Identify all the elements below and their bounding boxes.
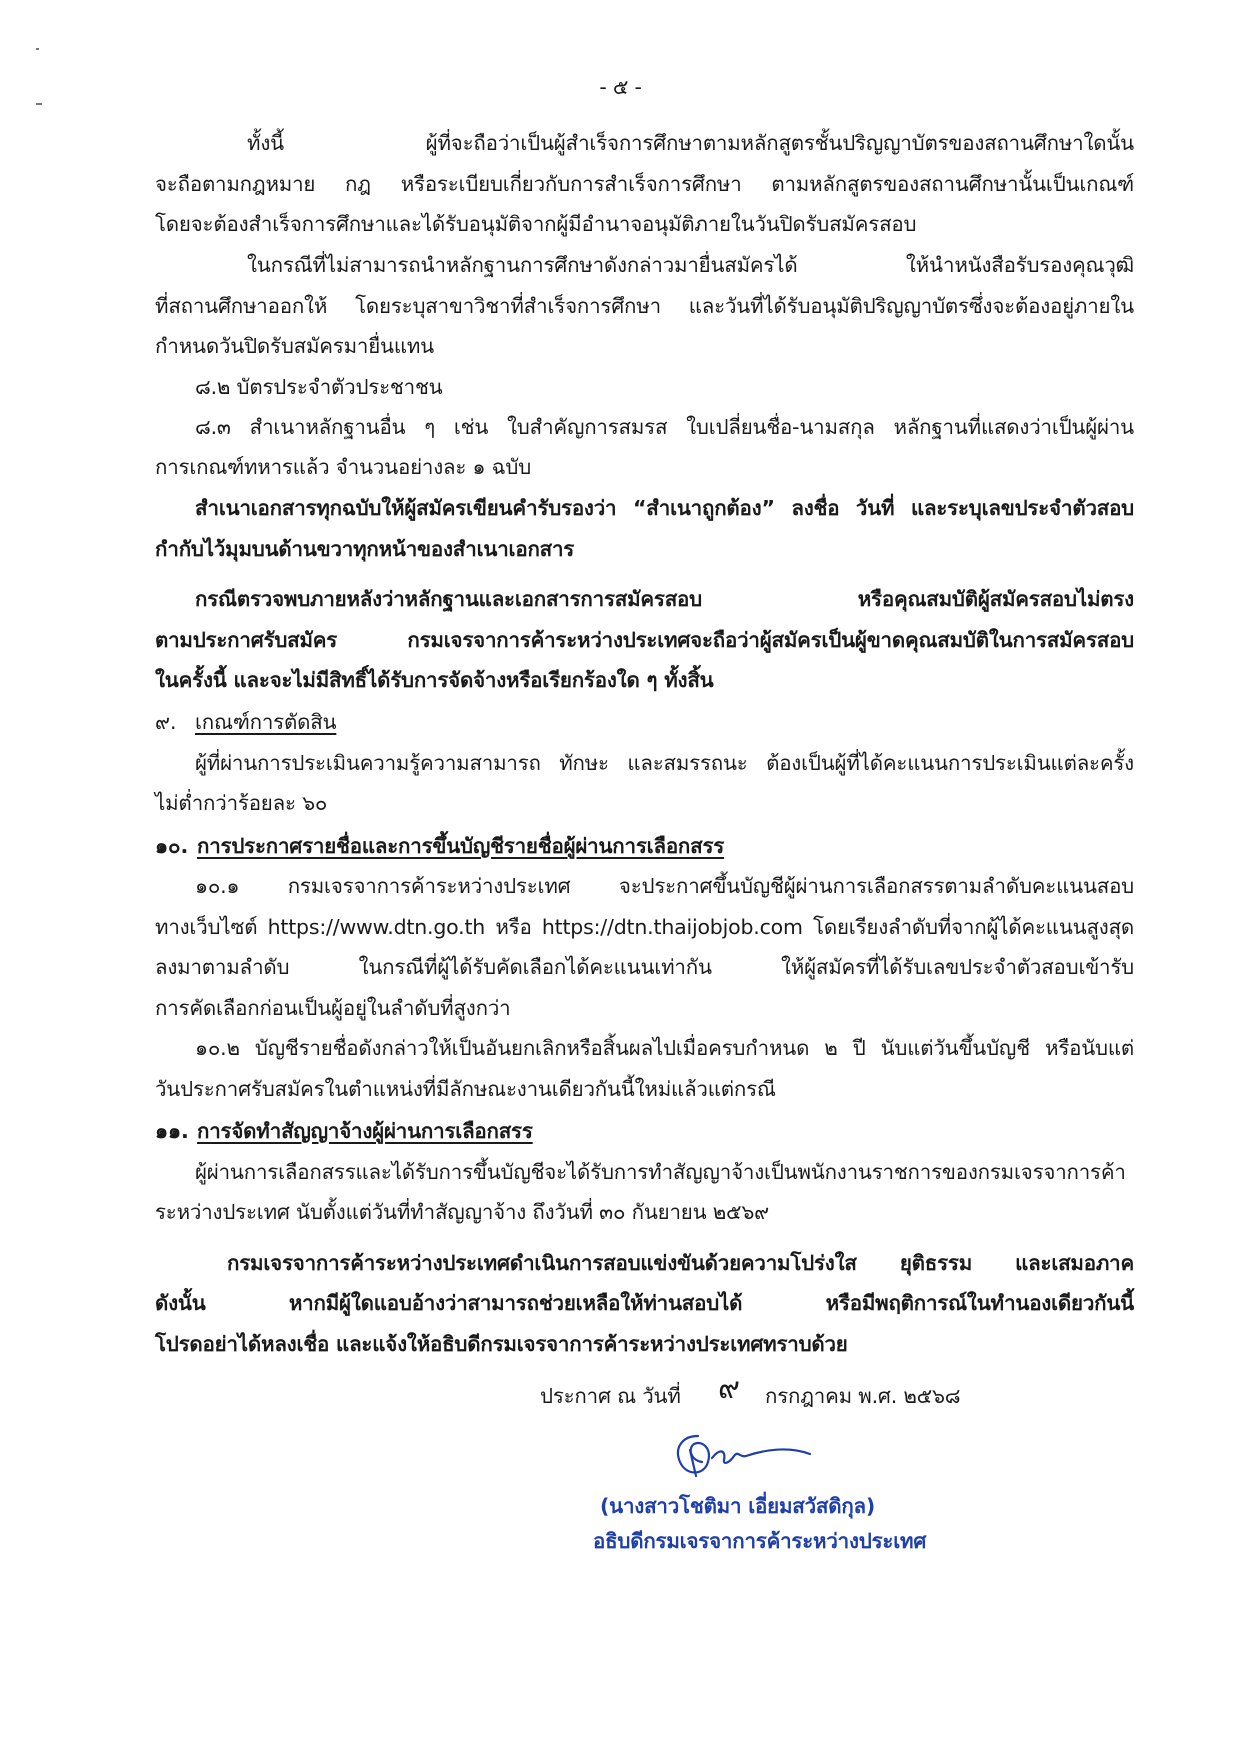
section-9-body-line: ผู้ที่ผ่านการประเมินความรู้ความสามารถ ทักษะ และสมรรถนะ ต้องเป็นผู้ที่ได้คะแนนการประเมินแต่ละครั้ง	[195, 751, 1134, 775]
paragraph-line: โดยจะต้องสำเร็จการศึกษาและได้รับอนุมัติจากผู้มีอำนาจอนุมัติภายในวันปิดรับสมัครสอบ	[155, 212, 917, 236]
section-9-body-line: ไม่ต่ำกว่าร้อยละ ๖๐	[155, 791, 328, 815]
item-8-3-line: ๘.๓ สำเนาหลักฐานอื่น ๆ เช่น ใบสำคัญการสมรส ใบเปลี่ยนชื่อ-นามสกุล หลักฐานที่แสดงว่าเป็นผู้ผ่าน	[195, 415, 1134, 439]
section-10-1-line: ลงมาตามลำดับ ในกรณีที่ผู้ได้รับคัดเลือกได้คะแนนเท่ากัน ให้ผู้สมัครที่ได้รับเลขประจำตัวสอบเข้ารับ	[155, 955, 1134, 979]
section-9-title: เกณฑ์การตัดสิน	[195, 710, 337, 734]
paragraph-line: จะถือตามกฎหมาย กฎ หรือระเบียบเกี่ยวกับการสำเร็จการศึกษา ตามหลักสูตรของสถานศึกษานั้นเป็นเกณฑ์	[155, 172, 1134, 196]
disqualification-line: กรณีตรวจพบภายหลังว่าหลักฐานและเอกสารการสมัครสอบ หรือคุณสมบัติผู้สมัครสอบไม่ตรง	[195, 587, 1134, 611]
announcement-day: ๙	[718, 1371, 740, 1406]
section-10-1-line: ทางเว็บไซต์ https://www.dtn.go.th หรือ https://dtn.thaijobjob.com โดยเรียงลำดับที่จากผู้ได้คะแนนสูงสุด	[155, 915, 1134, 939]
transparency-line: กรมเจรจาการค้าระหว่างประเทศดำเนินการสอบแข่งขันด้วยความโปร่งใส ยุติธรรม และเสมอภาค	[227, 1251, 1134, 1275]
item-8-2: ๘.๒ บัตรประจำตัวประชาชน	[195, 375, 443, 399]
scan-mark	[36, 48, 39, 50]
section-11-title: การจัดทำสัญญาจ้างผู้ผ่านการเลือกสรร	[197, 1119, 533, 1143]
section-11-body-line: ผู้ผ่านการเลือกสรรและได้รับการขึ้นบัญชีจะได้รับการทำสัญญาจ้างเป็นพนักงานราชการของกรมเจรจาการค้า	[195, 1160, 1126, 1184]
section-10-2-line: ๑๐.๒ บัญชีรายชื่อดังกล่าวให้เป็นอันยกเลิกหรือสิ้นผลไปเมื่อครบกำหนด ๒ ปี นับแต่วันขึ้นบัญชี หรือนับแต่	[195, 1036, 1134, 1060]
paragraph-line: ในกรณีที่ไม่สามารถนำหลักฐานการศึกษาดังกล่าวมายื่นสมัครได้ ให้นำหนังสือรับรองคุณวุฒิ	[247, 253, 1134, 277]
signature-image	[668, 1418, 818, 1488]
signer-name: (นางสาวโชติมา เอี่ยมสวัสดิกุล)	[600, 1494, 876, 1518]
section-10-1-line: การคัดเลือกก่อนเป็นผู้อยู่ในลำดับที่สูงกว่า	[155, 996, 511, 1020]
item-8-3-line: การเกณฑ์ทหารแล้ว จำนวนอย่างละ ๑ ฉบับ	[155, 455, 532, 479]
transparency-line: ดังนั้น หากมีผู้ใดแอบอ้างว่าสามารถช่วยเหลือให้ท่านสอบได้ หรือมีพฤติการณ์ในทำนองเดียวกันนี้	[155, 1291, 1134, 1315]
paragraph-line: ที่สถานศึกษาออกให้ โดยระบุสาขาวิชาที่สำเร็จการศึกษา และวันที่ได้รับอนุมัติปริญญาบัตรซึ่งจะต้องอยู่ภายใน	[155, 294, 1134, 318]
announcement-prefix: ประกาศ ณ วันที่	[540, 1384, 681, 1408]
scan-mark	[36, 103, 42, 105]
paragraph-line: กำหนดวันปิดรับสมัครมายื่นแทน	[155, 334, 434, 358]
section-11-body-line: ระหว่างประเทศ นับตั้งแต่วันที่ทำสัญญาจ้าง ถึงวันที่ ๓๐ กันยายน ๒๕๖๙	[155, 1200, 769, 1224]
section-9-number: ๙.	[155, 710, 177, 734]
disqualification-line: ตามประกาศรับสมัคร กรมเจรจาการค้าระหว่างประเทศจะถือว่าผู้สมัครเป็นผู้ขาดคุณสมบัติในการสมัครสอบ	[155, 628, 1134, 652]
section-11-number: ๑๑.	[155, 1119, 189, 1143]
page-number: - ๕ -	[599, 75, 642, 99]
section-10-1-line: ๑๐.๑ กรมเจรจาการค้าระหว่างประเทศ จะประกาศขึ้นบัญชีผู้ผ่านการเลือกสรรตามลำดับคะแนนสอบ	[195, 874, 1134, 898]
section-10-title: การประกาศรายชื่อและการขึ้นบัญชีรายชื่อผู้ผ่านการเลือกสรร	[197, 834, 725, 858]
section-10-2-line: วันประกาศรับสมัครในตำแหน่งที่มีลักษณะงานเดียวกันนี้ใหม่แล้วแต่กรณี	[155, 1077, 776, 1101]
copy-certification-line: กำกับไว้มุมบนด้านขวาทุกหน้าของสำเนาเอกสาร	[155, 537, 575, 561]
signer-title: อธิบดีกรมเจรจาการค้าระหว่างประเทศ	[593, 1529, 927, 1553]
paragraph-line: ทั้งนี้ ผู้ที่จะถือว่าเป็นผู้สำเร็จการศึกษาตามหลักสูตรชั้นปริญญาบัตรของสถานศึกษาใดนั้น	[247, 131, 1134, 155]
transparency-line: โปรดอย่าได้หลงเชื่อ และแจ้งให้อธิบดีกรมเจรจาการค้าระหว่างประเทศทราบด้วย	[155, 1332, 848, 1356]
copy-certification-line: สำเนาเอกสารทุกฉบับให้ผู้สมัครเขียนคำรับรองว่า “สำเนาถูกต้อง” ลงชื่อ วันที่ และระบุเลขประจำตัวสอบ	[195, 496, 1134, 520]
section-10-number: ๑๐.	[155, 834, 189, 858]
disqualification-line: ในครั้งนี้ และจะไม่มีสิทธิ์ได้รับการจัดจ้างหรือเรียกร้องใด ๆ ทั้งสิ้น	[155, 668, 714, 692]
announcement-month-year: กรกฎาคม พ.ศ. ๒๕๖๘	[765, 1384, 961, 1408]
